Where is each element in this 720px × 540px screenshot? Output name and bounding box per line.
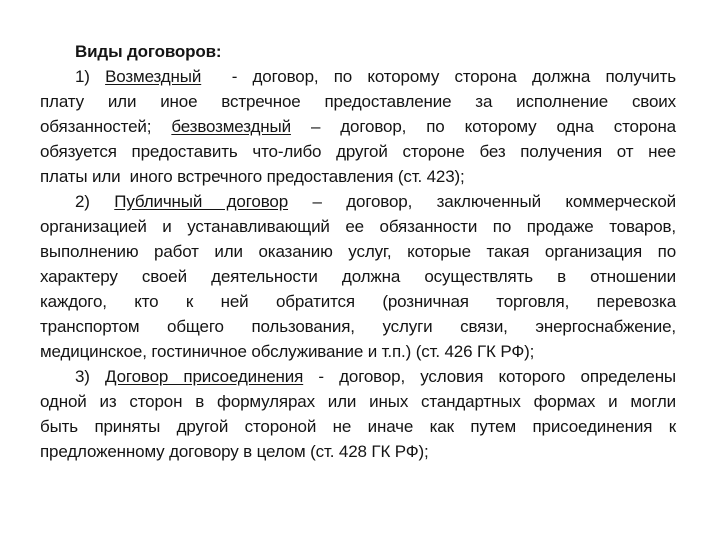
text-run: предложенному договору в целом (ст. 428 ГК РФ); <box>40 442 429 461</box>
text-line <box>40 64 676 89</box>
text-run: - договор, условия которого определены <box>303 367 677 386</box>
text-run: платы или иного встречного предоставления (ст. 423); <box>40 167 465 186</box>
text-run: организацией и устанавливающий ее обязанности по продаже товаров, <box>40 217 676 236</box>
text-run: каждого, кто к ней обратится (розничная торговля, перевозка <box>40 292 676 311</box>
text-line <box>40 289 676 314</box>
text-line <box>40 139 676 164</box>
text-line <box>40 214 676 239</box>
text-line <box>40 164 676 189</box>
page-title: Виды договоров: <box>75 42 222 61</box>
underlined-term: Договор присоединения <box>105 367 304 386</box>
text-line <box>40 439 676 464</box>
text-line <box>40 239 676 264</box>
text-line <box>40 264 676 289</box>
text-line <box>40 339 676 364</box>
text-run: характеру своей деятельности должна осуществлять в отношении <box>40 267 676 286</box>
text-line <box>40 314 676 339</box>
text-line <box>40 89 676 114</box>
text-run: – договор, по которому одна сторона <box>290 117 676 136</box>
text-run: - договор, по которому сторона должна получить <box>201 67 676 86</box>
text-run: 3) <box>75 367 106 386</box>
contract-types-text <box>40 39 676 464</box>
underlined-term: Возмездный <box>105 67 202 86</box>
text-run: 1) <box>75 67 106 86</box>
text-line <box>40 414 676 439</box>
text-run: обязанностей; <box>40 117 172 136</box>
text-run: транспортом общего пользования, услуги связи, энергоснабжение, <box>40 317 676 336</box>
text-run: 2) <box>75 192 115 211</box>
text-run: обязуется предоставить что-либо другой стороне без получения от нее <box>40 142 676 161</box>
text-run: одной из сторон в формулярах или иных стандартных формах и могли <box>40 392 676 411</box>
text-line <box>40 189 676 214</box>
text-line <box>40 364 676 389</box>
underlined-term: Публичный договор <box>114 192 289 211</box>
text-line <box>40 389 676 414</box>
text-line <box>40 114 676 139</box>
text-run: быть приняты другой стороной не иначе как путем присоединения к <box>40 417 676 436</box>
underlined-term: безвозмездный <box>171 117 291 136</box>
paragraphs-container <box>40 64 676 464</box>
text-run: медицинское, гостиничное обслуживание и т.п.) (ст. 426 ГК РФ); <box>40 342 535 361</box>
text-run: плату или иное встречное предоставление за исполнение своих <box>40 92 676 111</box>
text-run: выполнению работ или оказанию услуг, которые такая организация по <box>40 242 676 261</box>
text-run: – договор, заключенный коммерческой <box>288 192 677 211</box>
